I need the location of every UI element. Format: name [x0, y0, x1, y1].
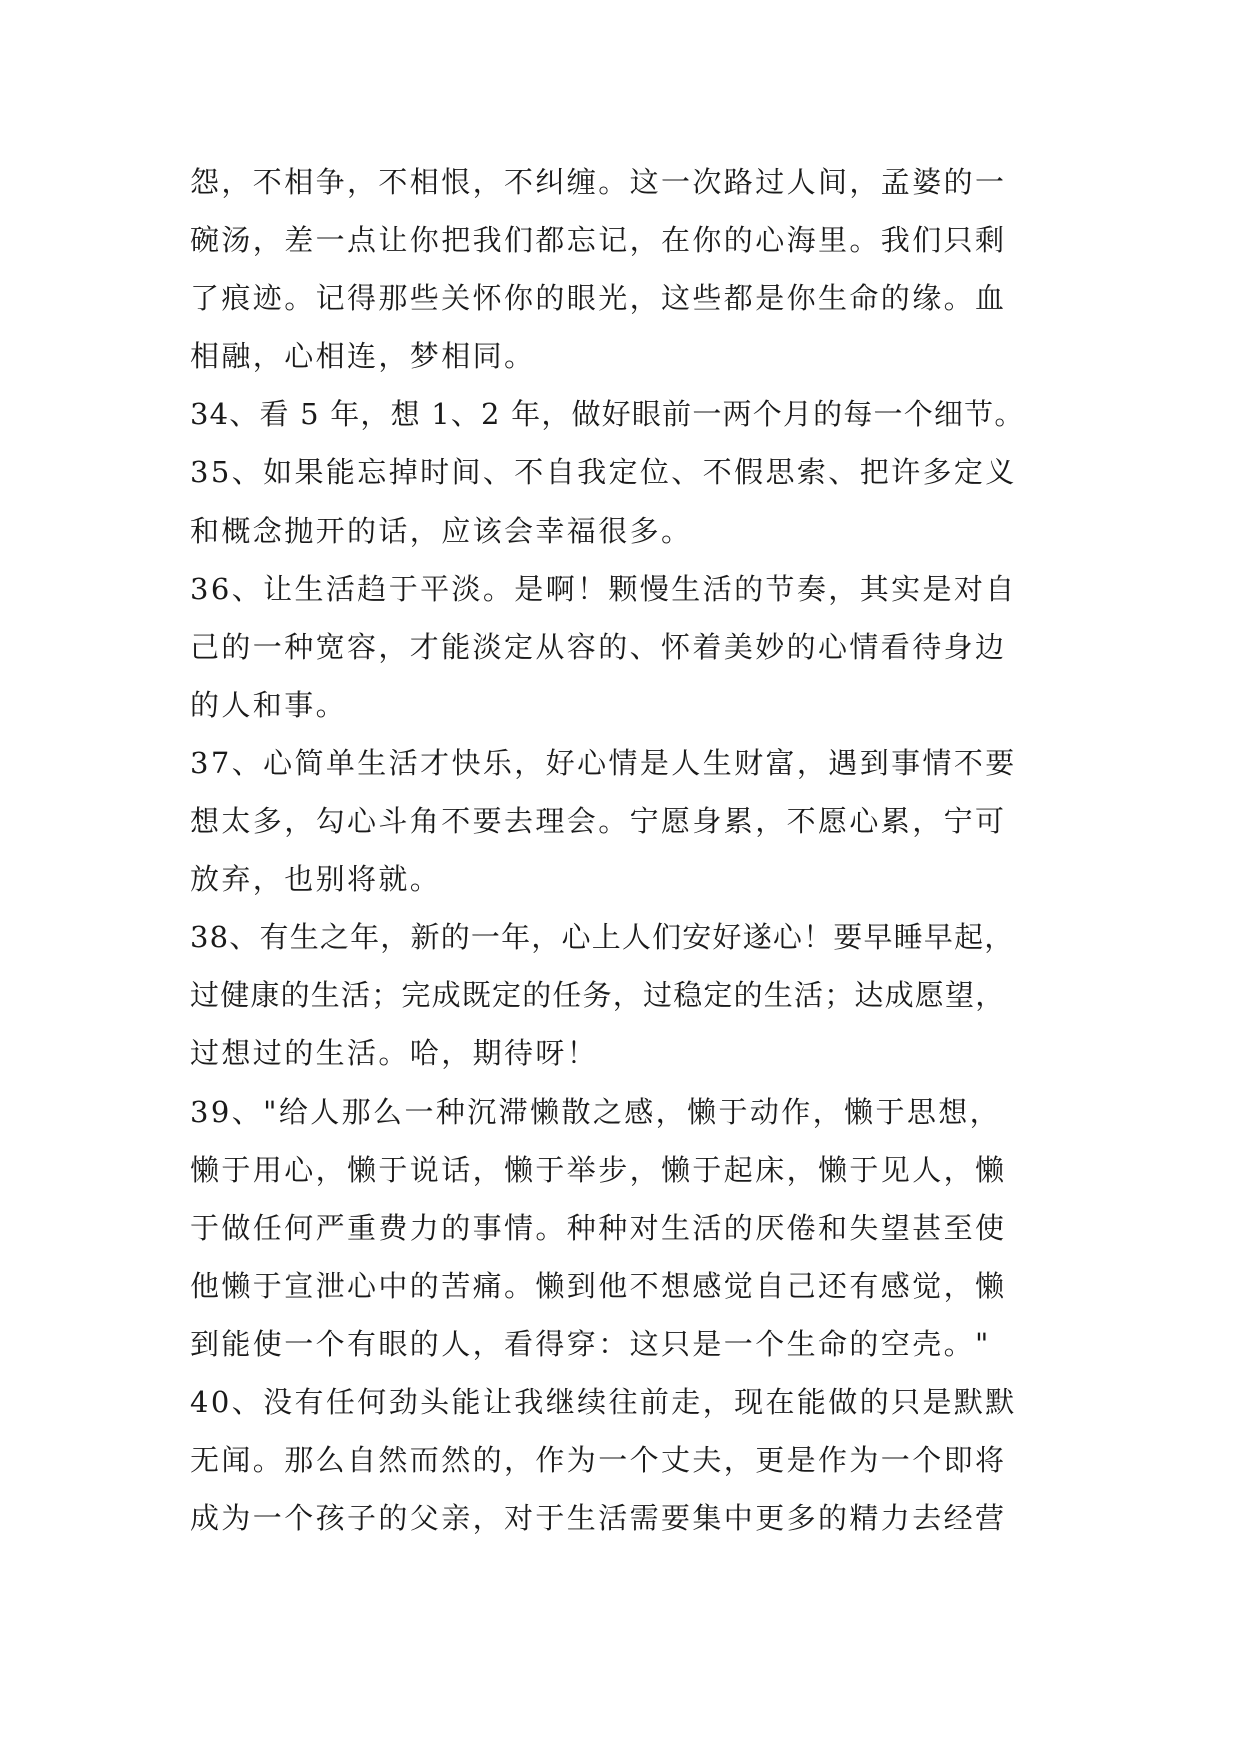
text-line: 34、看 5 年，想 1、2 年，做好眼前一两个月的每一个细节。 [190, 397, 1025, 432]
text-line: 懒于用心，懒于说话，懒于举步，懒于起床，懒于见人，懒 [190, 1152, 1007, 1187]
text-line: 39、"给人那么一种沉滞懒散之感，懒于动作，懒于思想， [190, 1094, 1002, 1129]
text-line: 过健康的生活；完成既定的任务，过稳定的生活；达成愿望， [190, 978, 1006, 1013]
text-line: 的人和事。 [190, 687, 348, 722]
text-line: 己的一种宽容，才能淡定从容的、怀着美妙的心情看待身边 [190, 629, 1007, 664]
text-line: 36、让生活趋于平淡。是啊！颗慢生活的节奏，其实是对自 [190, 571, 1017, 606]
text-line: 他懒于宣泄心中的苦痛。懒到他不想感觉自己还有感觉，懒 [190, 1268, 1007, 1303]
body-text [190, 153, 1070, 1547]
text-line: 40、没有任何劲头能让我继续往前走，现在能做的只是默默 [190, 1384, 1017, 1419]
text-line: 想太多，勾心斗角不要去理会。宁愿身累，不愿心累，宁可 [190, 804, 1007, 839]
text-line: 到能使一个有眼的人，看得穿：这只是一个生命的空壳。" [190, 1326, 991, 1361]
text-line: 怨，不相争，不相恨，不纠缠。这一次路过人间，孟婆的一 [190, 165, 1007, 199]
text-line: 和概念抛开的话，应该会幸福很多。 [190, 513, 693, 548]
text-line: 37、心简单生活才快乐，好心情是人生财富，遇到事情不要 [190, 745, 1017, 780]
text-line: 35、如果能忘掉时间、不自我定位、不假思索、把许多定义 [190, 455, 1017, 490]
text-line: 放弃，也别将就。 [190, 862, 442, 897]
text-line: 碗汤，差一点让你把我们都忘记，在你的心海里。我们只剩 [190, 223, 1007, 258]
text-line: 相融，心相连，梦相同。 [190, 339, 536, 374]
text-line: 于做任何严重费力的事情。种种对生活的厌倦和失望甚至使 [190, 1210, 1007, 1245]
text-line: 了痕迹。记得那些关怀你的眼光，这些都是你生命的缘。血 [190, 281, 1007, 316]
text-line: 过想过的生活。哈，期待呀！ [190, 1036, 599, 1071]
text-line: 成为一个孩子的父亲，对于生活需要集中更多的精力去经营 [190, 1501, 1007, 1536]
text-line: 无闻。那么自然而然的，作为一个丈夫，更是作为一个即将 [190, 1443, 1007, 1478]
text-line: 38、有生之年，新的一年，心上人们安好遂心！要早睡早起， [190, 920, 1015, 955]
